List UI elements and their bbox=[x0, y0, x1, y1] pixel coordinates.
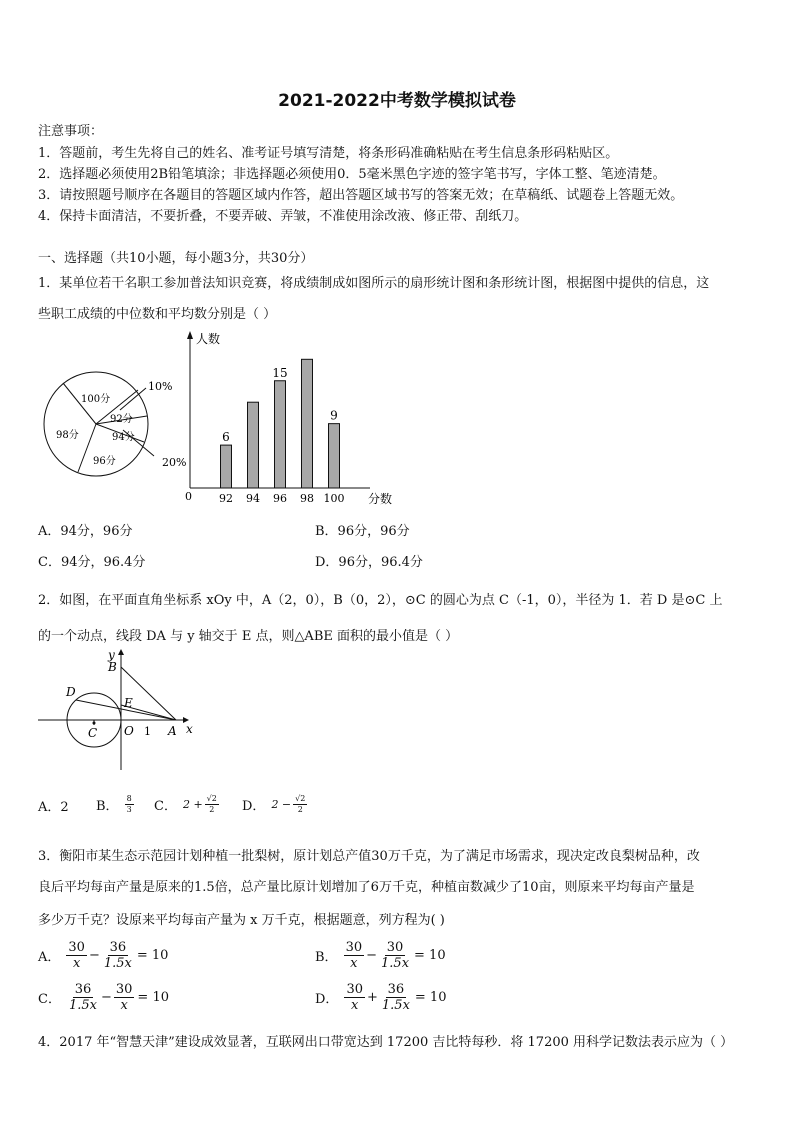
notice-item: 3．请按照题号顺序在各题目的答题区域内作答，超出答题区域书写的答案无效；在草稿纸、试题卷上答题无效。 bbox=[38, 188, 684, 203]
svg-text:O: O bbox=[124, 724, 134, 738]
bar-chart bbox=[180, 325, 410, 510]
option-d[interactable]: D． 2 − $\frac{√2}{2}$ bbox=[242, 793, 306, 814]
bar-data-label: 6 bbox=[222, 430, 230, 445]
option-a[interactable]: A．94分，96分 bbox=[38, 524, 133, 539]
question-2-text: 2．如图，在平面直角坐标系 xOy 中，A（2，0），B（0，2），⊙C 的圆心为点 C（-1，0），半径为 1．若 D 是⊙C 上 bbox=[38, 593, 723, 608]
section-heading: 一、选择题（共10小题，每小题3分，共30分） bbox=[38, 251, 314, 266]
pie-label-98: 98分 bbox=[56, 430, 79, 441]
bar-98 bbox=[302, 359, 313, 488]
option-c[interactable]: C． $\frac{36}{1.5x}$ − $\frac{30}{x}$ = 10 bbox=[38, 982, 169, 1013]
pie-chart bbox=[38, 368, 198, 483]
bar-94 bbox=[248, 402, 259, 488]
notice-item: 2．选择题必须使用2B铅笔填涂；非选择题必须使用0．5毫米黑色字迹的签字笔书写，字体工整、笔迹清楚。 bbox=[38, 167, 666, 182]
x-tick-label: 94 bbox=[246, 492, 260, 505]
option-d[interactable]: D． $\frac{30}{x}$ + $\frac{36}{1.5x}$ = 10 bbox=[315, 982, 447, 1013]
y-axis-label: 人数 bbox=[196, 332, 221, 346]
pie-label-94: 94分 bbox=[112, 432, 135, 443]
option-c[interactable]: C． 2 + $\frac{√2}{2}$ bbox=[154, 793, 217, 814]
svg-text:1: 1 bbox=[144, 725, 151, 738]
option-a[interactable]: A．2 bbox=[38, 799, 69, 815]
x-tick-label: 92 bbox=[219, 492, 233, 505]
bar-data-label: 9 bbox=[330, 408, 338, 423]
pie-label-92: 92分 bbox=[110, 414, 133, 425]
question-4-text: 4．2017 年“智慧天津”建设成效显著，互联网出口带宽达到 17200 吉比特每秒．将 17200 用科学记数法表示应为（ ） bbox=[38, 1035, 734, 1050]
question-3-text: 3．衡阳市某生态示范园计划种植一批梨树，原计划总产值30万千克，为了满足市场需求，现决定改良梨树品种，改 bbox=[38, 849, 700, 864]
svg-text:E: E bbox=[124, 696, 133, 710]
option-d[interactable]: D．96分，96.4分 bbox=[315, 555, 423, 570]
svg-text:D: D bbox=[66, 685, 76, 699]
option-b[interactable]: B．96分，96分 bbox=[315, 524, 410, 539]
question-3-text: 良后平均每亩产量是原来的1.5倍，总产量比原计划增加了6万千克，种植亩数减少了10亩，则原来平均每亩产量是 bbox=[38, 880, 695, 895]
question-2-text: 的一个动点，线段 DA 与 y 轴交于 E 点，则△ABE 面积的最小值是（ ） bbox=[38, 629, 459, 644]
pie-pct-bottom: 20% bbox=[162, 456, 187, 469]
bar-data-label: 15 bbox=[272, 365, 288, 380]
option-a[interactable]: A． $\frac{30}{x}$ − $\frac{36}{1.5x}$ = 10 bbox=[38, 940, 169, 971]
option-c[interactable]: C．94分，96.4分 bbox=[38, 555, 146, 570]
svg-text:C: C bbox=[88, 726, 98, 740]
notice-heading: 注意事项： bbox=[38, 124, 104, 139]
option-b[interactable]: B． $\frac{30}{x}$ − $\frac{30}{1.5x}$ = 10 bbox=[315, 940, 446, 971]
bar-92 bbox=[221, 445, 232, 488]
coordinate-figure bbox=[36, 645, 206, 775]
origin-label: 0 bbox=[185, 490, 192, 503]
pie-label-100: 100分 bbox=[81, 394, 111, 405]
question-3-text: 多少万千克？设原来平均每亩产量为 x 万千克，根据题意，列方程为( ) bbox=[38, 913, 445, 928]
bar-96 bbox=[275, 381, 286, 488]
svg-text:B: B bbox=[108, 660, 117, 674]
svg-text:x: x bbox=[186, 722, 193, 736]
pie-label-96: 96分 bbox=[93, 456, 116, 467]
x-tick-label: 100 bbox=[323, 492, 345, 505]
notice-item: 4．保持卡面清洁，不要折叠，不要弄破、弄皱，不准使用涂改液、修正带、刮纸刀。 bbox=[38, 209, 528, 224]
pie-pct-top: 10% bbox=[148, 380, 173, 393]
x-tick-label: 98 bbox=[300, 492, 314, 505]
bar-100 bbox=[329, 424, 340, 488]
x-axis-label: 分数 bbox=[368, 492, 393, 506]
page-title: 2021-2022中考数学模拟试卷 bbox=[278, 91, 516, 111]
question-1-text: 1．某单位若干名职工参加普法知识竞赛，将成绩制成如图所示的扇形统计图和条形统计图，根据图中提供的信息，这 bbox=[38, 276, 710, 291]
notice-item: 1．答题前，考生先将自己的姓名、准考证号填写清楚，将条形码准确粘贴在考生信息条形码粘贴区。 bbox=[38, 146, 619, 161]
x-tick-label: 96 bbox=[273, 492, 287, 505]
svg-text:A: A bbox=[168, 724, 177, 738]
option-b[interactable]: B． $\frac{8}{3}$ bbox=[96, 793, 132, 814]
question-1-text: 些职工成绩的中位数和平均数分别是（ ） bbox=[38, 307, 277, 322]
svg-text:y: y bbox=[108, 648, 115, 662]
